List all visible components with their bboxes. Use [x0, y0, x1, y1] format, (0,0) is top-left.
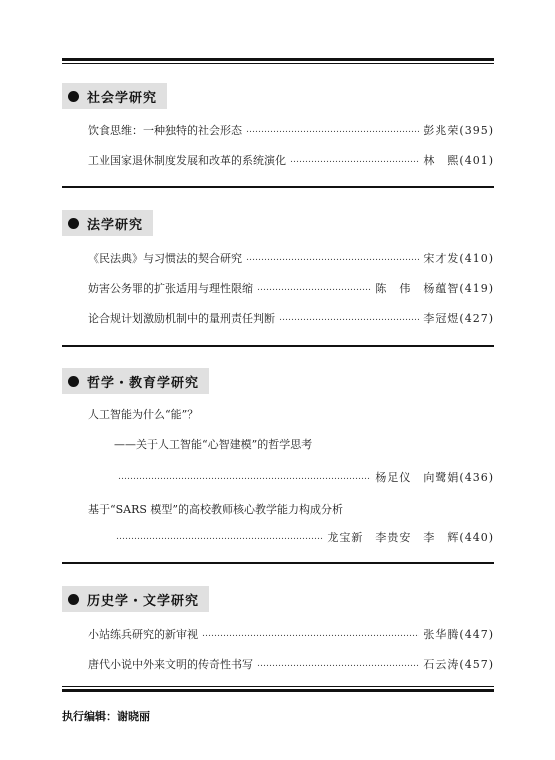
- entry-title: 小站练兵研究的新审视: [88, 628, 198, 641]
- section-philosophy-education: [62, 368, 494, 394]
- entry-author-page: 张华腾(447): [423, 628, 494, 641]
- bullet-icon: [68, 376, 79, 387]
- leader-dots: [116, 529, 323, 545]
- leader-dots: [118, 469, 371, 485]
- section-history-literature: [62, 586, 494, 612]
- entry-title: 饮食思维：一种独特的社会形态: [88, 124, 242, 137]
- entry-title: 论合规计划激励机制中的量刑责任判断: [88, 312, 275, 325]
- entry-author-page: 彭兆荣(395): [423, 124, 494, 137]
- section-title: 哲学・教育学研究: [87, 375, 200, 391]
- section-law: [62, 210, 494, 236]
- section-philosophy-entries: [62, 406, 494, 546]
- entry-author-page: 林 熙(401): [423, 154, 494, 167]
- section-law-entries: [62, 250, 494, 330]
- entry-title: 工业国家退休制度发展和改革的系统演化: [88, 154, 286, 167]
- section-history-entries: [62, 626, 494, 676]
- entry-author-page: 陈 伟 杨蕴智(419): [375, 282, 494, 295]
- section-header: [62, 83, 167, 109]
- toc-entry[interactable]: [88, 656, 494, 672]
- leader-dots: [279, 310, 419, 326]
- section-divider: [62, 186, 494, 188]
- section-title: 社会学研究: [87, 90, 158, 106]
- bullet-icon: [68, 91, 79, 102]
- toc-entry-author-line[interactable]: [116, 529, 494, 545]
- entry-subtitle: ——关于人工智能“心智建模”的哲学思考: [114, 438, 313, 451]
- entry-title: 妨害公务罪的扩张适用与理性限缩: [88, 282, 253, 295]
- bullet-icon: [68, 218, 79, 229]
- toc-entry[interactable]: [88, 626, 494, 642]
- section-sociology: [62, 83, 494, 109]
- entry-author-page: 石云涛(457): [423, 658, 494, 671]
- toc-entry[interactable]: [88, 250, 494, 266]
- entry-author-page: 杨足仪 向鹭娟(436): [375, 471, 494, 484]
- toc-entry[interactable]: [88, 152, 494, 168]
- toc-entry-author-line[interactable]: [118, 469, 494, 485]
- bottom-double-rule: [62, 686, 494, 692]
- section-title: 法学研究: [87, 217, 144, 233]
- section-header: [62, 586, 209, 612]
- toc-entry-title-line[interactable]: [88, 501, 494, 517]
- entry-title: 基于“SARS 模型”的高校教师核心教学能力构成分析: [88, 503, 344, 516]
- bullet-icon: [68, 594, 79, 605]
- section-header: [62, 368, 209, 394]
- toc-entry[interactable]: [88, 280, 494, 296]
- section-title: 历史学・文学研究: [87, 593, 200, 609]
- section-divider: [62, 562, 494, 564]
- executive-editor: 执行编辑：谢晓丽: [62, 710, 150, 723]
- entry-author-page: 宋才发(410): [423, 252, 494, 265]
- entry-author-page: 龙宝新 李贵安 李 辉(440): [327, 531, 494, 544]
- leader-dots: [246, 250, 419, 266]
- toc-entry[interactable]: [88, 122, 494, 138]
- section-header: [62, 210, 153, 236]
- entry-author-page: 李冠煜(427): [423, 312, 494, 325]
- leader-dots: [257, 656, 419, 672]
- leader-dots: [202, 626, 419, 642]
- toc-entry-subtitle-line: [114, 436, 494, 452]
- entry-title: 《民法典》与习惯法的契合研究: [88, 252, 242, 265]
- toc-entry[interactable]: [88, 310, 494, 326]
- entry-title: 唐代小说中外来文明的传奇性书写: [88, 658, 253, 671]
- section-sociology-entries: [62, 122, 494, 182]
- entry-title: 人工智能为什么“能”？: [88, 408, 199, 421]
- toc-entry-title-line[interactable]: [88, 406, 494, 422]
- top-double-rule: [62, 58, 494, 64]
- section-divider: [62, 345, 494, 347]
- leader-dots: [246, 122, 419, 138]
- leader-dots: [290, 152, 419, 168]
- leader-dots: [257, 280, 371, 296]
